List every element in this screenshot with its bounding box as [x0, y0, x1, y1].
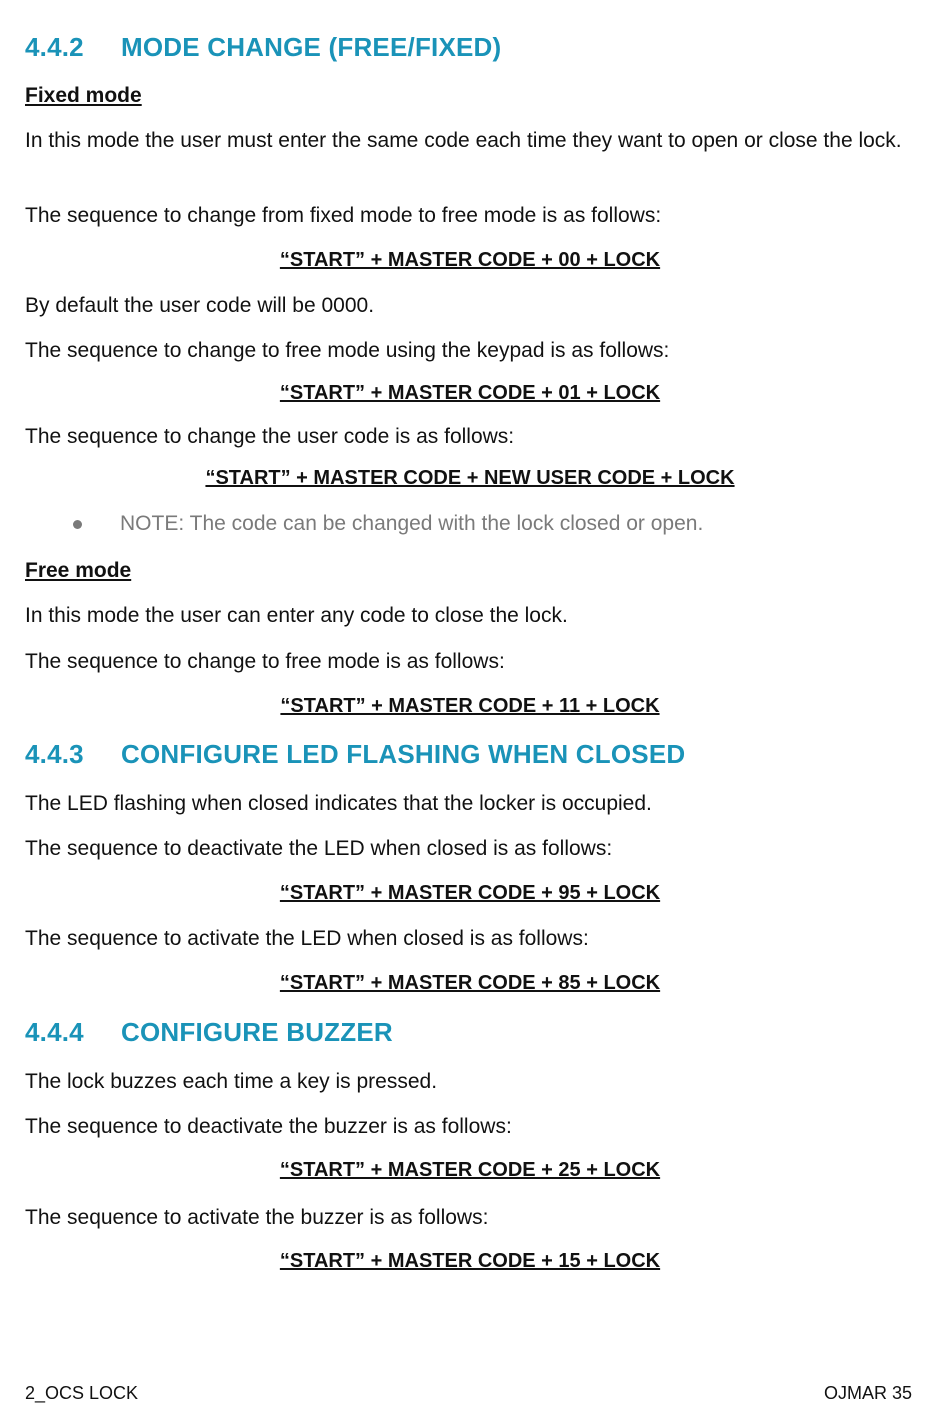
paragraph-free-mode-intro: The sequence to change to free mode is as follows: [25, 650, 505, 673]
code-sequence-11: “START” + MASTER CODE + 11 + LOCK [280, 695, 660, 717]
paragraph-deactivate-buzzer-intro: The sequence to deactivate the buzzer is as follows: [25, 1115, 512, 1138]
paragraph-free-mode-description: In this mode the user can enter any code to close the lock. [25, 604, 568, 627]
paragraph-free-mode-keypad-intro: The sequence to change to free mode using the keypad is as follows: [25, 339, 670, 362]
paragraph-change-user-code-intro: The sequence to change the user code is as follows: [25, 425, 515, 448]
code-sequence-95: “START” + MASTER CODE + 95 + LOCK [279, 882, 661, 904]
section-heading-4-4-2 [25, 32, 501, 63]
section-number: 4.4.4 [25, 1017, 84, 1047]
paragraph-activate-led-intro: The sequence to activate the LED when closed is as follows: [25, 927, 589, 950]
section-number: 4.4.2 [25, 32, 84, 62]
paragraph-fixed-to-free-intro: The sequence to change from fixed mode to free mode is as follows: [25, 204, 662, 227]
section-heading-4-4-3 [25, 739, 685, 770]
document-page [25, 0, 925, 1424]
code-sequence-85: “START” + MASTER CODE + 85 + LOCK [279, 972, 661, 994]
paragraph-default-user-code: By default the user code will be 0000. [25, 294, 375, 317]
code-sequence-00: “START” + MASTER CODE + 00 + LOCK [279, 249, 661, 271]
paragraph-buzzer-description: The lock buzzes each time a key is pressed. [25, 1070, 438, 1093]
code-sequence-new-user-code: “START” + MASTER CODE + NEW USER CODE + LOCK [205, 467, 735, 489]
section-title: CONFIGURE LED FLASHING WHEN CLOSED [121, 739, 686, 769]
section-number: 4.4.3 [25, 739, 84, 769]
footer-page-number: OJMAR 35 [823, 1383, 912, 1403]
paragraph-led-description: The LED flashing when closed indicates that the locker is occupied. [25, 792, 652, 815]
subheading-fixed-mode: Fixed mode [25, 84, 142, 107]
subheading-free-mode: Free mode [25, 559, 132, 582]
footer-document-name: 2_OCS LOCK [25, 1383, 139, 1403]
code-sequence-15: “START” + MASTER CODE + 15 + LOCK [279, 1250, 661, 1272]
paragraph-fixed-mode-description: In this mode the user must enter the same code each time they want to open or close the lock. [25, 129, 902, 152]
section-title: MODE CHANGE (FREE/FIXED) [121, 32, 502, 62]
paragraph-activate-buzzer-intro: The sequence to activate the buzzer is as follows: [25, 1206, 489, 1229]
code-sequence-25: “START” + MASTER CODE + 25 + LOCK [279, 1159, 661, 1181]
section-heading-4-4-4 [25, 1017, 393, 1048]
code-sequence-01: “START” + MASTER CODE + 01 + LOCK [279, 382, 661, 404]
paragraph-deactivate-led-intro: The sequence to deactivate the LED when closed is as follows: [25, 837, 613, 860]
note-text: NOTE: The code can be changed with the lock closed or open. [120, 512, 704, 535]
section-title: CONFIGURE BUZZER [121, 1017, 393, 1047]
bullet-icon [73, 520, 82, 529]
